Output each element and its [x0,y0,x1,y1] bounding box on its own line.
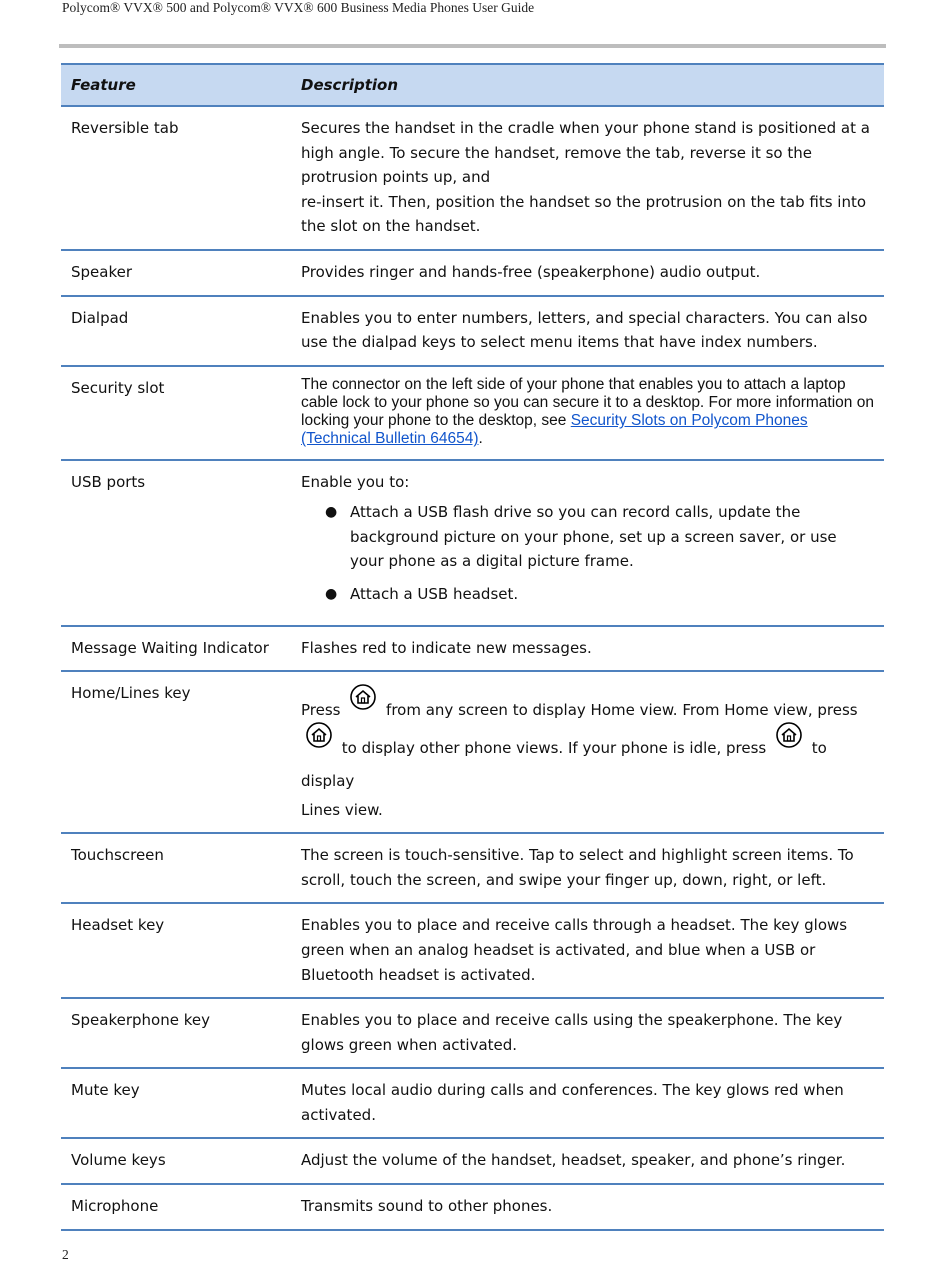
home-key-icon [305,721,333,749]
table-row [61,626,884,672]
description-cell [291,460,884,626]
table-row [61,366,884,460]
bullet-icon: ● [325,585,338,602]
feature-cell: Headset key [61,903,291,998]
feature-cell: Dialpad [61,296,291,366]
description-text: Press [301,701,341,720]
description-text: Secures the handset in the cradle when your phone stand is positioned at a high angle. To secure the handset, remove the tab, reverse it so the protrusion points up, and [301,119,870,187]
feature-cell: Microphone [61,1184,291,1230]
home-key-icon [349,683,377,711]
table-row [61,903,884,998]
table-row [61,250,884,296]
description-cell [291,671,884,833]
home-key-icon [775,721,803,749]
bullet-text: Attach a USB headset. [350,584,519,603]
feature-cell: Message Waiting Indicator [61,626,291,672]
page-number: 2 [62,1247,69,1262]
table-row [61,1068,884,1138]
description-cell: Enables you to place and receive calls using the speakerphone. The key glows green when activated. [291,998,884,1068]
table-row [61,106,884,250]
list-item [325,582,874,607]
description-text: to display other phone views. If your phone is idle, press [341,739,767,758]
description-cell [291,366,884,460]
column-header-description: Description [291,64,884,106]
feature-cell: Volume keys [61,1138,291,1184]
header-rule [59,44,886,48]
column-header-feature: Feature [61,64,291,106]
description-cell: Adjust the volume of the handset, headset, speaker, and phone’s ringer. [291,1138,884,1184]
feature-cell: Security slot [61,366,291,460]
usb-intro: Enable you to: [301,472,410,491]
description-text: . [478,430,483,448]
feature-table [61,63,884,1231]
feature-cell: Touchscreen [61,833,291,903]
bullet-text: Attach a USB flash drive so you can record calls, update the background picture on your phone, set up a screen saver, or use your phone as a digital picture frame. [350,503,837,571]
table-row [61,460,884,626]
bullet-icon: ● [325,504,338,521]
description-text: to display [301,739,827,791]
table-header-row [61,64,884,106]
description-text: The connector on the left side of your phone that enables you to attach a laptop cable lock to your phone so you can secure it to a desktop. For more information on locking your phone to the desktop, see [301,375,874,430]
feature-cell: Mute key [61,1068,291,1138]
description-cell: Flashes red to indicate new messages. [291,626,884,672]
feature-cell: Reversible tab [61,106,291,250]
table-row [61,671,884,833]
description-text: from any screen to display Home view. From Home view, press [386,701,858,720]
description-text: Lines view. [301,801,383,820]
security-slots-link[interactable]: Security Slots on Polycom Phones (Technical Bulletin 64654) [301,412,808,448]
feature-cell: USB ports [61,460,291,626]
description-cell: Transmits sound to other phones. [291,1184,884,1230]
feature-cell: Home/Lines key [61,671,291,833]
description-cell: The screen is touch-sensitive. Tap to select and highlight screen items. To scroll, touch the screen, and swipe your finger up, down, right, or left. [291,833,884,903]
usb-bullet-list [301,500,874,606]
description-text: re-insert it. Then, position the handset so the protrusion on the tab fits into the slot on the handset. [301,192,867,236]
list-item [325,500,874,574]
security-slot-description [301,376,874,449]
description-cell [291,106,884,250]
table-row [61,833,884,903]
table-row [61,998,884,1068]
feature-cell: Speaker [61,250,291,296]
description-cell: Mutes local audio during calls and conferences. The key glows red when activated. [291,1068,884,1138]
description-cell: Enables you to place and receive calls through a headset. The key glows green when an analog headset is activated, and blue when a USB or Bluetooth headset is activated. [291,903,884,998]
running-header: Polycom® VVX® 500 and Polycom® VVX® 600 Business Media Phones User Guide [62,0,535,15]
description-cell: Enables you to enter numbers, letters, and special characters. You can also use the dialpad keys to select menu items that have index numbers. [291,296,884,366]
table-row [61,296,884,366]
table-row [61,1138,884,1184]
description-cell: Provides ringer and hands-free (speakerphone) audio output. [291,250,884,296]
feature-cell: Speakerphone key [61,998,291,1068]
table-row [61,1184,884,1230]
